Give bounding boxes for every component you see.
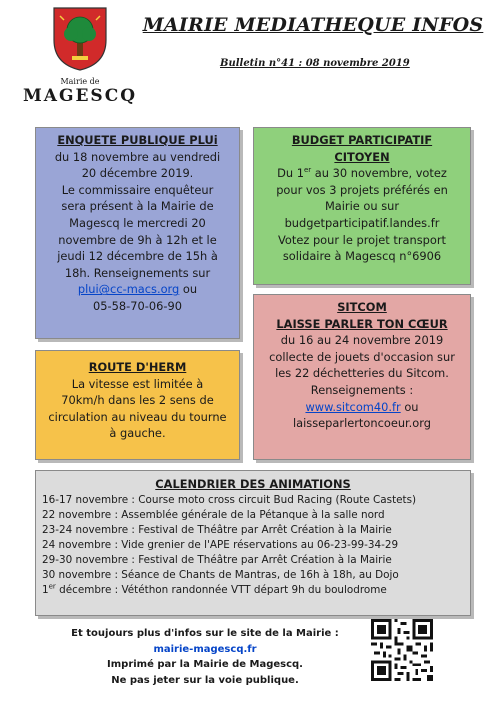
calendar-row: 16-17 novembre : Course moto cross circuit Bud Racing (Route Castets): [42, 494, 417, 506]
footer-line: Imprimé par la Mairie de Magescq.: [107, 659, 303, 670]
footer-site-link[interactable]: mairie-magescq.fr: [153, 643, 257, 655]
enquete-contact: [40, 281, 235, 298]
calendar-row-sup: er: [48, 582, 56, 591]
route-herm-box: [35, 350, 240, 460]
herm-line: à gauche.: [109, 426, 166, 441]
sitcom-box: [253, 294, 471, 460]
enquete-phone: 05-58-70-06-90: [93, 298, 182, 313]
sitcom-title: SITCOM: [337, 300, 387, 314]
budget-subtitle: CITOYEN: [334, 149, 390, 164]
enquete-line: novembre de 9h à 12h et le: [58, 232, 217, 247]
budget-line: Mairie ou sur: [324, 199, 400, 214]
enquete-line: jeudi 12 décembre de 15h à: [57, 249, 218, 264]
enquete-line: Magescq le mercredi 20: [69, 215, 206, 230]
calendar-row: [42, 583, 464, 598]
enquete-line: Le commissaire enquêteur: [61, 182, 214, 197]
sitcom-line: collecte de jouets d'occasion sur: [269, 349, 455, 364]
herm-line: circulation au niveau du tourne: [48, 409, 227, 424]
footer-line: Ne pas jeter sur la voie publique.: [111, 674, 299, 686]
town-name: MAGESCQ: [22, 86, 138, 106]
page-title: MAIRIE MEDIATHEQUE INFOS: [142, 14, 484, 36]
budget-line-sup: er: [304, 166, 312, 175]
budget-participatif-box: [253, 127, 471, 285]
sitcom-line: les 22 déchetteries du Sitcom.: [275, 366, 449, 381]
enquete-publique-box: [35, 127, 240, 339]
bulletin-number: Bulletin n°41 : 08 novembre 2019: [220, 58, 410, 69]
sitcom-ou: ou: [400, 399, 419, 414]
budget-title: BUDGET PARTICIPATIF: [291, 133, 433, 147]
enquete-line: sera présent à la Mairie de: [61, 199, 214, 214]
budget-line-a: Du 1: [277, 166, 304, 181]
calendar-row: 22 novembre : Assemblée générale de la Pétanque à la salle nord: [42, 509, 385, 521]
calendar-row: 30 novembre : Séance de Chants de Mantras, de 16h à 18h, au Dojo: [42, 569, 399, 581]
herm-title: ROUTE D'HERM: [88, 360, 187, 374]
footer: [70, 626, 340, 688]
calendar-box: [35, 470, 471, 616]
calendar-row: 29-30 novembre : Festival de Théâtre par Arrêt Création à la Mairie: [42, 554, 392, 566]
calendar-row-a: 1: [42, 584, 49, 596]
sitcom-line-last: laisseparlertoncoeur.org: [293, 416, 431, 431]
enquete-line: 20 décembre 2019.: [81, 166, 194, 181]
calendar-title: CALENDRIER DES ANIMATIONS: [155, 477, 351, 491]
enquete-line: 18h. Renseignements sur: [64, 265, 211, 280]
sitcom-contact: [258, 399, 466, 416]
herm-line: 70km/h dans les 2 sens de: [61, 393, 214, 408]
budget-line: [258, 165, 466, 182]
enquete-ou: ou: [179, 282, 198, 297]
enquete-title: ENQUETE PUBLIQUE PLUi: [57, 133, 218, 147]
budget-line: pour vos 3 projets préférés en: [276, 182, 448, 197]
mairie-de-label: Mairie de: [60, 77, 100, 86]
herm-line: La vitesse est limitée à: [71, 376, 204, 391]
sitcom-link[interactable]: www.sitcom40.fr: [305, 399, 401, 414]
town-crest-logo: [52, 6, 108, 72]
sitcom-line: Renseignements :: [310, 382, 414, 397]
footer-line: Et toujours plus d'infos sur le site de la Mairie :: [71, 628, 339, 639]
sitcom-line: du 16 au 24 novembre 2019: [280, 333, 444, 348]
budget-line: solidaire à Magescq n°6906: [282, 249, 442, 264]
budget-line-b: au 30 novembre, votez: [311, 166, 447, 181]
calendar-row-b: décembre : Vététhon randonnée VTT départ 9h du boulodrome: [55, 584, 387, 596]
calendar-row: 24 novembre : Vide grenier de l'APE réservations au 06-23-99-34-29: [42, 539, 399, 551]
enquete-email-link[interactable]: plui@cc-macs.org: [77, 282, 180, 297]
qr-code-icon: [371, 619, 433, 681]
budget-line: Votez pour le projet transport: [278, 232, 446, 247]
calendar-row: 23-24 novembre : Festival de Théâtre par Arrêt Création à la Mairie: [42, 524, 392, 536]
enquete-line: du 18 novembre au vendredi: [54, 149, 221, 164]
sitcom-subtitle: LAISSE PARLER TON CŒUR: [276, 316, 448, 331]
budget-line: budgetparticipatif.landes.fr: [284, 215, 440, 230]
